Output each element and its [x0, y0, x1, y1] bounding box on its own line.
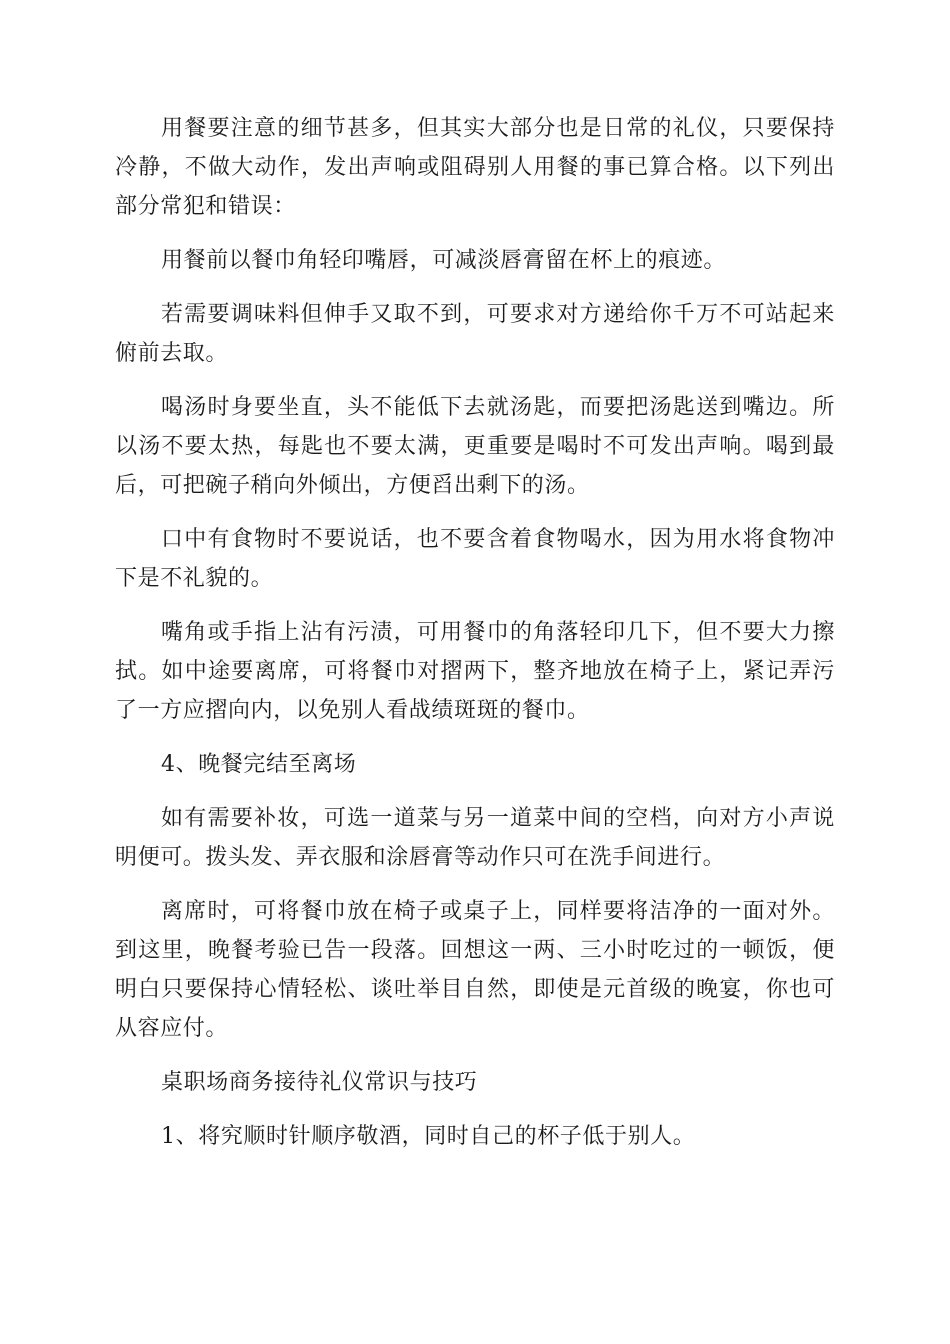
- paragraph-napkin-lips: 用餐前以餐巾角轻印嘴唇，可减淡唇膏留在杯上的痕迹。: [161, 248, 727, 273]
- paragraph-toast-order: 1、将究顺时针顺序敬酒，同时自己的杯子低于别人。: [161, 1124, 696, 1149]
- paragraph-makeup: 如有需要补妆，可选一道菜与另一道菜中间的空档，向对方小声说明便可。拨头发、弄衣服和涂唇膏等动作只可在洗手间进行。: [115, 806, 835, 870]
- paragraph-stains: 嘴角或手指上沾有污渍，可用餐巾的角落轻印几下，但不要大力擦拭。如中途要离席，可将餐巾对摺两下，整齐地放在椅子上，紧记弄污了一方应摺向内，以免别人看战绩斑斑的餐巾。: [115, 620, 835, 723]
- paragraph-soup: 喝汤时身要坐直，头不能低下去就汤匙，而要把汤匙送到嘴边。所以汤不要太热，每匙也不要太满，更重要是喝时不可发出声响。喝到最后，可把碗子稍向外倾出，方便舀出剩下的汤。: [115, 395, 835, 498]
- paragraph-talking: 口中有食物时不要说话，也不要含着食物喝水，因为用水将食物冲下是不礼貌的。: [115, 527, 835, 591]
- document-body: [115, 109, 835, 1171]
- section-heading-business-etiquette: 桌职场商务接待礼仪常识与技巧: [161, 1070, 478, 1095]
- section-heading-dinner-end: 4、晚餐完结至离场: [161, 752, 357, 777]
- paragraph-intro: 用餐要注意的细节甚多，但其实大部分也是日常的礼仪，只要保持冷静，不做大动作，发出声响或阻碍别人用餐的事已算合格。以下列出部分常犯和错误：: [115, 116, 835, 219]
- paragraph-leaving: 离席时，可将餐巾放在椅子或桌子上，同样要将洁净的一面对外。到这里，晚餐考验已告一段落。回想这一两、三小时吃过的一顿饭，便明白只要保持心情轻松、谈吐举目自然，即使是元首级的晚宴，你也可从容应付。: [115, 899, 835, 1041]
- paragraph-seasoning: 若需要调味料但伸手又取不到，可要求对方递给你千万不可站起来俯前去取。: [115, 302, 835, 366]
